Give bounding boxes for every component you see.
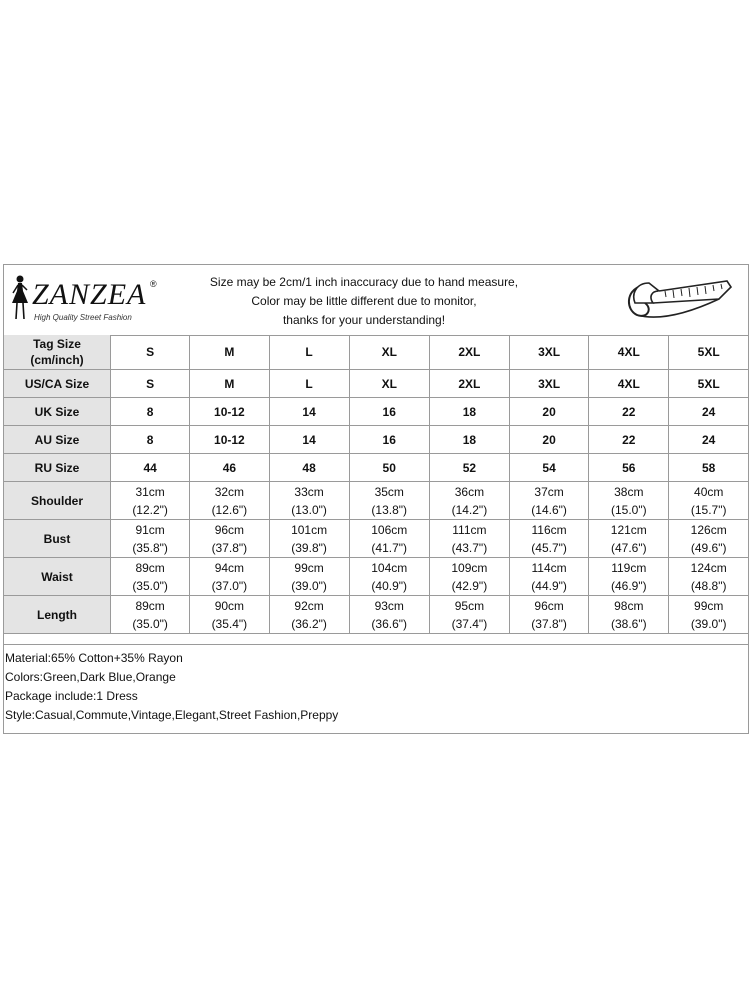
cm-value: 96cm xyxy=(534,598,564,613)
table-cell xyxy=(509,558,588,596)
measuring-tape-icon xyxy=(619,269,739,329)
cm-value: 92cm xyxy=(294,598,324,613)
table-cell: 24 xyxy=(669,398,748,426)
cm-value: 89cm xyxy=(135,560,165,575)
row-label-cell: AU Size xyxy=(4,426,111,454)
inch-value: (13.8") xyxy=(371,502,408,517)
table-cell xyxy=(429,482,509,520)
table-cell: 44 xyxy=(111,454,190,482)
inch-value: (39.8") xyxy=(291,540,327,555)
table-cell: L xyxy=(269,370,349,398)
cm-value: 126cm xyxy=(690,522,727,537)
table-cell: 8 xyxy=(111,398,190,426)
cm-value: 114cm xyxy=(531,560,567,575)
row-label-cell: Waist xyxy=(4,558,111,596)
cm-value: 98cm xyxy=(614,598,644,613)
brand-name: ZANZEA xyxy=(32,278,147,311)
table-row xyxy=(4,596,748,634)
cm-value: 89cm xyxy=(135,598,165,613)
header-size-cell: S xyxy=(111,335,190,370)
inch-value: (40.9") xyxy=(371,578,408,593)
cm-value: 37cm xyxy=(534,484,564,499)
table-cell xyxy=(190,558,269,596)
row-label-cell: RU Size xyxy=(4,454,111,482)
table-cell: 16 xyxy=(349,426,429,454)
cm-value: 109cm xyxy=(451,560,488,575)
cm-value: 40cm xyxy=(694,484,724,499)
inch-value: (39.0") xyxy=(690,616,727,631)
table-cell: 20 xyxy=(509,398,588,426)
inch-value: (36.2") xyxy=(291,616,327,631)
row-label-cell: Shoulder xyxy=(4,482,111,520)
table-cell xyxy=(509,520,588,558)
inch-value: (41.7") xyxy=(371,540,408,555)
table-cell xyxy=(269,482,349,520)
inch-value: (46.9") xyxy=(610,578,647,593)
table-cell xyxy=(269,520,349,558)
inch-value: (47.6") xyxy=(610,540,647,555)
measurement-notice xyxy=(184,273,544,330)
cm-value: 35cm xyxy=(374,484,404,499)
inch-value: (12.2") xyxy=(132,502,168,517)
table-cell xyxy=(111,558,190,596)
inch-value: (42.9") xyxy=(451,578,488,593)
inch-value: (44.9") xyxy=(531,578,567,593)
table-cell: 18 xyxy=(429,398,509,426)
inch-value: (14.6") xyxy=(531,502,567,517)
table-cell xyxy=(589,520,669,558)
table-cell xyxy=(429,520,509,558)
cm-value: 32cm xyxy=(214,484,245,499)
table-cell: 3XL xyxy=(509,370,588,398)
table-cell xyxy=(589,596,669,634)
header-label-cell: Tag Size (cm/inch) xyxy=(4,335,111,370)
table-row xyxy=(4,370,748,398)
table-cell: 22 xyxy=(589,426,669,454)
inch-value: (39.0") xyxy=(291,578,327,593)
table-cell xyxy=(111,482,190,520)
cm-value: 96cm xyxy=(214,522,245,537)
note-material: Material:65% Cotton+35% Rayon xyxy=(5,651,183,665)
table-cell xyxy=(669,558,748,596)
header-size-cell: 2XL xyxy=(429,335,509,370)
table-cell xyxy=(111,520,190,558)
inch-value: (36.6") xyxy=(371,616,408,631)
table-cell: 18 xyxy=(429,426,509,454)
registered-mark: ® xyxy=(150,279,157,289)
table-cell xyxy=(269,596,349,634)
inch-value: (14.2") xyxy=(451,502,488,517)
table-cell: 54 xyxy=(509,454,588,482)
brand-tagline: High Quality Street Fashion xyxy=(34,313,132,322)
cm-value: 121cm xyxy=(610,522,647,537)
cm-value: 94cm xyxy=(214,560,245,575)
table-row xyxy=(4,558,748,596)
inch-value: (15.0") xyxy=(610,502,647,517)
brand-logo xyxy=(8,273,168,329)
cm-value: 36cm xyxy=(454,484,485,499)
product-notes xyxy=(4,644,748,725)
inch-value: (35.0") xyxy=(132,616,168,631)
table-cell xyxy=(349,482,429,520)
table-cell xyxy=(589,482,669,520)
table-cell: 8 xyxy=(111,426,190,454)
inch-value: (37.8") xyxy=(211,540,248,555)
cm-value: 33cm xyxy=(294,484,324,499)
inch-value: (35.0") xyxy=(132,578,168,593)
cm-value: 38cm xyxy=(614,484,644,499)
table-cell xyxy=(349,596,429,634)
inch-value: (15.7") xyxy=(690,502,727,517)
table-row xyxy=(4,482,748,520)
table-header-row xyxy=(4,335,748,370)
table-cell: 4XL xyxy=(589,370,669,398)
table-cell xyxy=(190,520,269,558)
table-cell xyxy=(669,520,748,558)
note-package: Package include:1 Dress xyxy=(5,689,138,703)
row-label-cell: Length xyxy=(4,596,111,634)
table-cell xyxy=(429,558,509,596)
table-cell xyxy=(509,482,588,520)
note-colors: Colors:Green,Dark Blue,Orange xyxy=(5,670,176,684)
header-size-cell: 4XL xyxy=(589,335,669,370)
table-cell: 14 xyxy=(269,426,349,454)
table-row xyxy=(4,426,748,454)
chart-header xyxy=(4,265,748,336)
table-cell xyxy=(429,596,509,634)
size-chart-sheet xyxy=(3,264,749,734)
table-row xyxy=(4,398,748,426)
inch-value: (37.8") xyxy=(531,616,567,631)
woman-silhouette-icon xyxy=(8,273,32,321)
inch-value: (48.8") xyxy=(690,578,727,593)
table-cell: 58 xyxy=(669,454,748,482)
table-cell: 46 xyxy=(190,454,269,482)
table-cell xyxy=(190,596,269,634)
table-cell: 10-12 xyxy=(190,426,269,454)
header-size-cell: XL xyxy=(349,335,429,370)
inch-value: (37.4") xyxy=(451,616,488,631)
table-cell xyxy=(589,558,669,596)
inch-value: (35.8") xyxy=(132,540,168,555)
table-cell: 56 xyxy=(589,454,669,482)
cm-value: 116cm xyxy=(531,522,567,537)
notice-line: Color may be little different due to monitor, xyxy=(251,294,477,308)
header-size-cell: 3XL xyxy=(509,335,588,370)
table-cell: 24 xyxy=(669,426,748,454)
table-cell: 48 xyxy=(269,454,349,482)
table-cell: 14 xyxy=(269,398,349,426)
notice-line: Size may be 2cm/1 inch inaccuracy due to hand measure, xyxy=(209,275,519,289)
cm-value: 99cm xyxy=(694,598,724,613)
inch-value: (35.4") xyxy=(211,616,248,631)
header-size-cell: M xyxy=(190,335,269,370)
table-cell: S xyxy=(111,370,190,398)
cm-value: 99cm xyxy=(294,560,324,575)
cm-value: 111cm xyxy=(452,522,487,537)
table-cell: 52 xyxy=(429,454,509,482)
table-cell: 20 xyxy=(509,426,588,454)
notice-line: thanks for your understanding! xyxy=(282,313,446,327)
table-cell xyxy=(111,596,190,634)
cm-value: 104cm xyxy=(371,560,408,575)
table-cell xyxy=(269,558,349,596)
cm-value: 95cm xyxy=(454,598,485,613)
table-cell: XL xyxy=(349,370,429,398)
cm-value: 31cm xyxy=(135,484,165,499)
table-cell xyxy=(669,596,748,634)
inch-value: (49.6") xyxy=(690,540,727,555)
inch-value: (12.6") xyxy=(211,502,248,517)
table-cell: M xyxy=(190,370,269,398)
inch-value: (38.6") xyxy=(610,616,647,631)
cm-value: 124cm xyxy=(690,560,727,575)
cm-value: 91cm xyxy=(135,522,165,537)
inch-value: (37.0") xyxy=(211,578,248,593)
row-label-cell: Bust xyxy=(4,520,111,558)
table-cell: 2XL xyxy=(429,370,509,398)
table-cell: 50 xyxy=(349,454,429,482)
table-cell xyxy=(349,520,429,558)
table-row xyxy=(4,520,748,558)
table-cell: 16 xyxy=(349,398,429,426)
table-cell xyxy=(349,558,429,596)
row-label-cell: UK Size xyxy=(4,398,111,426)
table-cell xyxy=(669,482,748,520)
table-cell: 5XL xyxy=(669,370,748,398)
header-size-cell: L xyxy=(269,335,349,370)
inch-value: (13.0") xyxy=(291,502,327,517)
inch-value: (43.7") xyxy=(451,540,488,555)
table-cell: 10-12 xyxy=(190,398,269,426)
row-label-cell: US/CA Size xyxy=(4,370,111,398)
cm-value: 119cm xyxy=(611,560,647,575)
cm-value: 106cm xyxy=(371,522,408,537)
table-cell xyxy=(190,482,269,520)
table-cell xyxy=(509,596,588,634)
note-style: Style:Casual,Commute,Vintage,Elegant,Street Fashion,Preppy xyxy=(5,708,339,722)
size-table xyxy=(4,335,748,634)
header-size-cell: 5XL xyxy=(669,335,748,370)
table-cell: 22 xyxy=(589,398,669,426)
cm-value: 101cm xyxy=(291,522,328,537)
inch-value: (45.7") xyxy=(531,540,567,555)
cm-value: 93cm xyxy=(374,598,404,613)
cm-value: 90cm xyxy=(214,598,245,613)
table-row xyxy=(4,454,748,482)
